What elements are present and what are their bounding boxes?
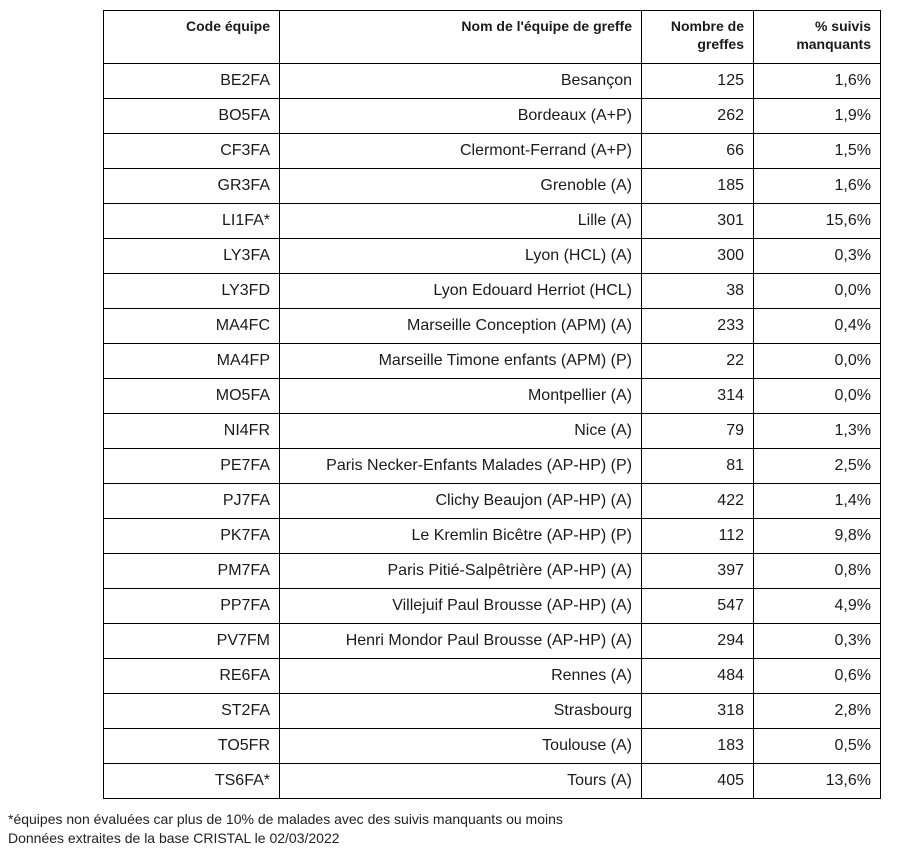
- header-nom-equipe: Nom de l'équipe de greffe: [280, 11, 642, 64]
- table-row: [104, 309, 881, 344]
- cell-nombre-greffes: 185: [642, 169, 754, 204]
- table-row: [104, 414, 881, 449]
- header-code-equipe: Code équipe: [104, 11, 280, 64]
- cell-pct-suivis-manquants: 1,3%: [754, 414, 881, 449]
- cell-pct-suivis-manquants: 1,5%: [754, 134, 881, 169]
- table-row: [104, 379, 881, 414]
- cell-code-equipe: LI1FA*: [104, 204, 280, 239]
- cell-nom-equipe: Clermont-Ferrand (A+P): [280, 134, 642, 169]
- footnote-text: *équipes non évaluées car plus de 10% de malades avec des suivis manquants ou moins: [8, 811, 563, 827]
- transplant-teams-table: [103, 10, 881, 799]
- cell-nom-equipe: Paris Necker-Enfants Malades (AP-HP) (P): [280, 449, 642, 484]
- table-row: [104, 764, 881, 799]
- cell-nom-equipe: Henri Mondor Paul Brousse (AP-HP) (A): [280, 624, 642, 659]
- table-row: [104, 204, 881, 239]
- cell-code-equipe: PM7FA: [104, 554, 280, 589]
- cell-nom-equipe: Paris Pitié-Salpêtrière (AP-HP) (A): [280, 554, 642, 589]
- table-row: [104, 694, 881, 729]
- cell-nom-equipe: Marseille Conception (APM) (A): [280, 309, 642, 344]
- cell-pct-suivis-manquants: 4,9%: [754, 589, 881, 624]
- cell-code-equipe: PJ7FA: [104, 484, 280, 519]
- cell-nom-equipe: Le Kremlin Bicêtre (AP-HP) (P): [280, 519, 642, 554]
- cell-nombre-greffes: 22: [642, 344, 754, 379]
- cell-nombre-greffes: 300: [642, 239, 754, 274]
- cell-code-equipe: MA4FC: [104, 309, 280, 344]
- cell-nom-equipe: Bordeaux (A+P): [280, 99, 642, 134]
- table-row: [104, 99, 881, 134]
- table-row: [104, 64, 881, 99]
- table-row: [104, 169, 881, 204]
- cell-code-equipe: PK7FA: [104, 519, 280, 554]
- cell-nom-equipe: Montpellier (A): [280, 379, 642, 414]
- table-row: [104, 274, 881, 309]
- cell-code-equipe: MA4FP: [104, 344, 280, 379]
- cell-pct-suivis-manquants: 2,8%: [754, 694, 881, 729]
- cell-nombre-greffes: 294: [642, 624, 754, 659]
- cell-nombre-greffes: 79: [642, 414, 754, 449]
- table-row: [104, 729, 881, 764]
- cell-pct-suivis-manquants: 0,0%: [754, 379, 881, 414]
- table-row: [104, 484, 881, 519]
- cell-nombre-greffes: 301: [642, 204, 754, 239]
- cell-nombre-greffes: 183: [642, 729, 754, 764]
- cell-nombre-greffes: 547: [642, 589, 754, 624]
- table-row: [104, 554, 881, 589]
- cell-nom-equipe: Toulouse (A): [280, 729, 642, 764]
- cell-pct-suivis-manquants: 1,6%: [754, 64, 881, 99]
- cell-nombre-greffes: 422: [642, 484, 754, 519]
- cell-code-equipe: MO5FA: [104, 379, 280, 414]
- cell-nombre-greffes: 314: [642, 379, 754, 414]
- table-row: [104, 449, 881, 484]
- cell-nom-equipe: Nice (A): [280, 414, 642, 449]
- cell-nombre-greffes: 81: [642, 449, 754, 484]
- source-text: Données extraites de la base CRISTAL le 02/03/2022: [8, 830, 340, 846]
- cell-pct-suivis-manquants: 13,6%: [754, 764, 881, 799]
- cell-nom-equipe: Strasbourg: [280, 694, 642, 729]
- cell-pct-suivis-manquants: 0,8%: [754, 554, 881, 589]
- cell-pct-suivis-manquants: 9,8%: [754, 519, 881, 554]
- cell-nombre-greffes: 262: [642, 99, 754, 134]
- cell-code-equipe: BE2FA: [104, 64, 280, 99]
- cell-pct-suivis-manquants: 1,6%: [754, 169, 881, 204]
- cell-pct-suivis-manquants: 0,0%: [754, 274, 881, 309]
- cell-code-equipe: GR3FA: [104, 169, 280, 204]
- cell-code-equipe: TO5FR: [104, 729, 280, 764]
- cell-pct-suivis-manquants: 0,4%: [754, 309, 881, 344]
- cell-nom-equipe: Clichy Beaujon (AP-HP) (A): [280, 484, 642, 519]
- cell-nombre-greffes: 112: [642, 519, 754, 554]
- cell-pct-suivis-manquants: 2,5%: [754, 449, 881, 484]
- cell-pct-suivis-manquants: 0,5%: [754, 729, 881, 764]
- table-row: [104, 589, 881, 624]
- cell-code-equipe: LY3FD: [104, 274, 280, 309]
- cell-code-equipe: TS6FA*: [104, 764, 280, 799]
- cell-pct-suivis-manquants: 0,3%: [754, 624, 881, 659]
- cell-nom-equipe: Tours (A): [280, 764, 642, 799]
- cell-nombre-greffes: 233: [642, 309, 754, 344]
- cell-code-equipe: PV7FM: [104, 624, 280, 659]
- cell-nombre-greffes: 484: [642, 659, 754, 694]
- cell-code-equipe: NI4FR: [104, 414, 280, 449]
- cell-code-equipe: LY3FA: [104, 239, 280, 274]
- cell-nombre-greffes: 318: [642, 694, 754, 729]
- cell-nom-equipe: Lyon Edouard Herriot (HCL): [280, 274, 642, 309]
- cell-nombre-greffes: 397: [642, 554, 754, 589]
- cell-nom-equipe: Grenoble (A): [280, 169, 642, 204]
- cell-nombre-greffes: 38: [642, 274, 754, 309]
- footer-notes: [8, 810, 563, 848]
- table-header-row: [104, 11, 881, 64]
- cell-nombre-greffes: 66: [642, 134, 754, 169]
- cell-pct-suivis-manquants: 1,4%: [754, 484, 881, 519]
- cell-code-equipe: BO5FA: [104, 99, 280, 134]
- table-row: [104, 344, 881, 379]
- cell-nom-equipe: Lyon (HCL) (A): [280, 239, 642, 274]
- cell-pct-suivis-manquants: 1,9%: [754, 99, 881, 134]
- cell-nom-equipe: Rennes (A): [280, 659, 642, 694]
- table-row: [104, 624, 881, 659]
- cell-nombre-greffes: 405: [642, 764, 754, 799]
- cell-code-equipe: ST2FA: [104, 694, 280, 729]
- cell-pct-suivis-manquants: 0,3%: [754, 239, 881, 274]
- table-row: [104, 519, 881, 554]
- cell-nom-equipe: Villejuif Paul Brousse (AP-HP) (A): [280, 589, 642, 624]
- cell-code-equipe: PE7FA: [104, 449, 280, 484]
- table-row: [104, 134, 881, 169]
- cell-nombre-greffes: 125: [642, 64, 754, 99]
- cell-code-equipe: PP7FA: [104, 589, 280, 624]
- cell-pct-suivis-manquants: 0,6%: [754, 659, 881, 694]
- cell-nom-equipe: Lille (A): [280, 204, 642, 239]
- cell-code-equipe: RE6FA: [104, 659, 280, 694]
- table-row: [104, 659, 881, 694]
- header-pct-suivis-manquants: % suivis manquants: [754, 11, 881, 64]
- cell-nom-equipe: Marseille Timone enfants (APM) (P): [280, 344, 642, 379]
- cell-nom-equipe: Besançon: [280, 64, 642, 99]
- table-body: [104, 64, 881, 799]
- cell-pct-suivis-manquants: 0,0%: [754, 344, 881, 379]
- header-nombre-greffes: Nombre de greffes: [642, 11, 754, 64]
- cell-pct-suivis-manquants: 15,6%: [754, 204, 881, 239]
- cell-code-equipe: CF3FA: [104, 134, 280, 169]
- table-row: [104, 239, 881, 274]
